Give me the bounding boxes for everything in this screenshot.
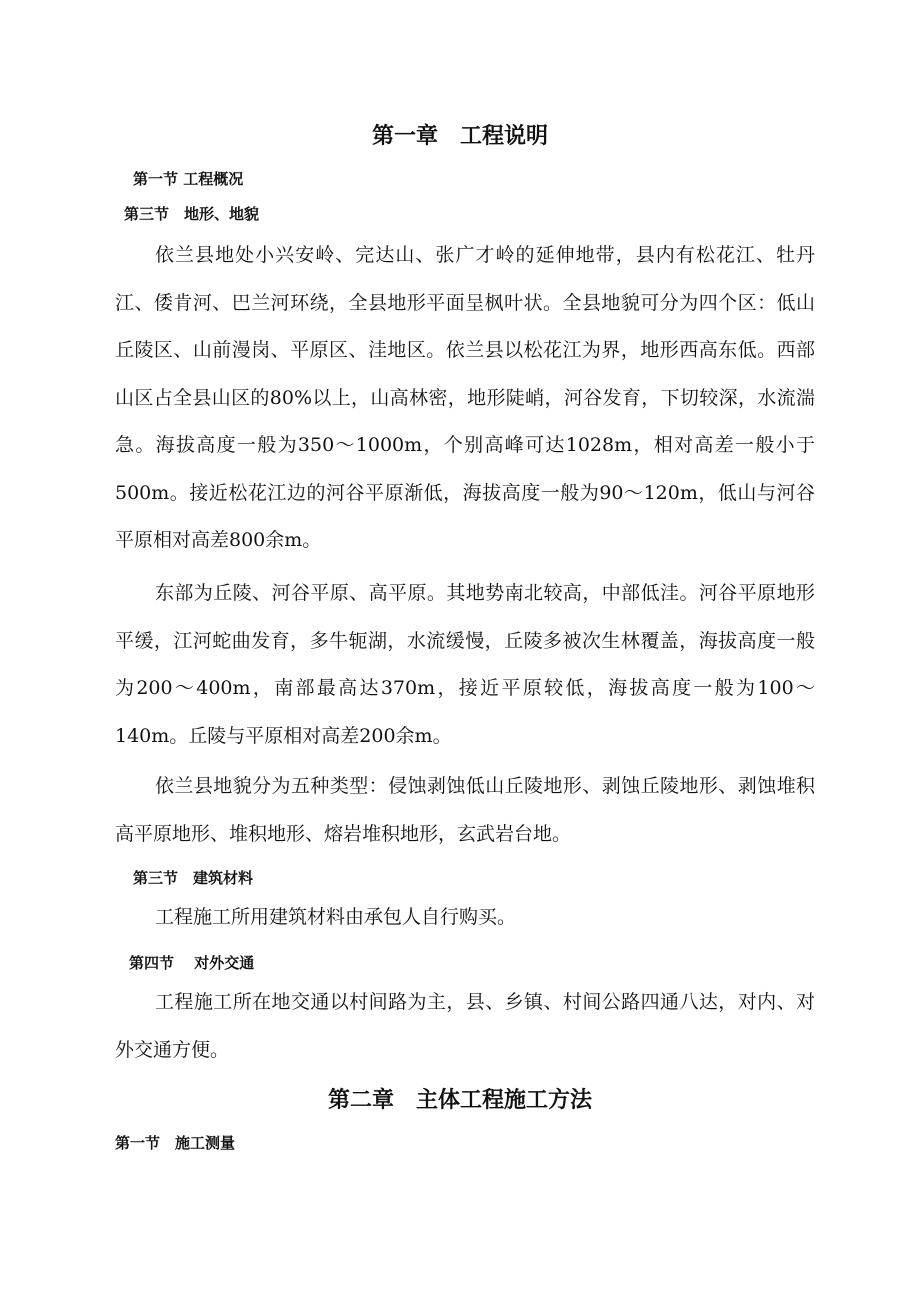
terrain-paragraph-3: 依兰县地貌分为五种类型：侵蚀剥蚀低山丘陵地形、剥蚀丘陵地形、剥蚀堆积高平原地形、堆积地形、熔岩堆积地形，玄武岩台地。: [115, 775, 815, 845]
section-terrain-title: 第三节 地形、地貌: [124, 205, 260, 223]
chapter-2-title: 第二章 主体工程施工方法: [327, 1088, 592, 1113]
section-transport-title: 第四节 对外交通: [129, 954, 255, 972]
section-survey-title: 第一节 施工测量: [115, 1134, 236, 1152]
materials-paragraph: 工程施工所用建筑材料由承包人自行购买。: [155, 906, 517, 928]
transport-paragraph: 工程施工所在地交通以村间路为主，县、乡镇、村间公路四通八达，对内、对外交通方便。: [115, 991, 815, 1061]
terrain-paragraph-2: 东部为丘陵、河谷平原、高平原。其地势南北较高，中部低洼。河谷平原地形平缓，江河蛇曲发育，多牛轭湖，水流缓慢，丘陵多被次生林覆盖，海拔高度一般为200～400m，南部最高达370m，接近平原较低，海拔高度一般为100～140m。丘陵与平原相对高差200余m。: [115, 582, 815, 747]
terrain-paragraph-1: 依兰县地处小兴安岭、完达山、张广才岭的延伸地带，县内有松花江、牡丹江、倭肯河、巴兰河环绕，全县地形平面呈枫叶状。全县地貌可分为四个区：低山丘陵区、山前漫岗、平原区、洼地区。依兰县以松花江为界，地形西高东低。西部山区占全县山区的80%以上，山高林密，地形陡峭，河谷发育，下切较深，水流湍急。海拔高度一般为350～1000m，个别高峰可达1028m，相对高差一般小于500m。接近松花江边的河谷平原渐低，海拔高度一般为90～120m，低山与河谷平原相对高差800余m。: [115, 244, 815, 551]
section-overview-title: 第一节 工程概况: [133, 170, 244, 188]
chapter-1-title: 第一章 工程说明: [371, 124, 548, 149]
section-materials-title: 第三节 建筑材料: [133, 869, 254, 887]
